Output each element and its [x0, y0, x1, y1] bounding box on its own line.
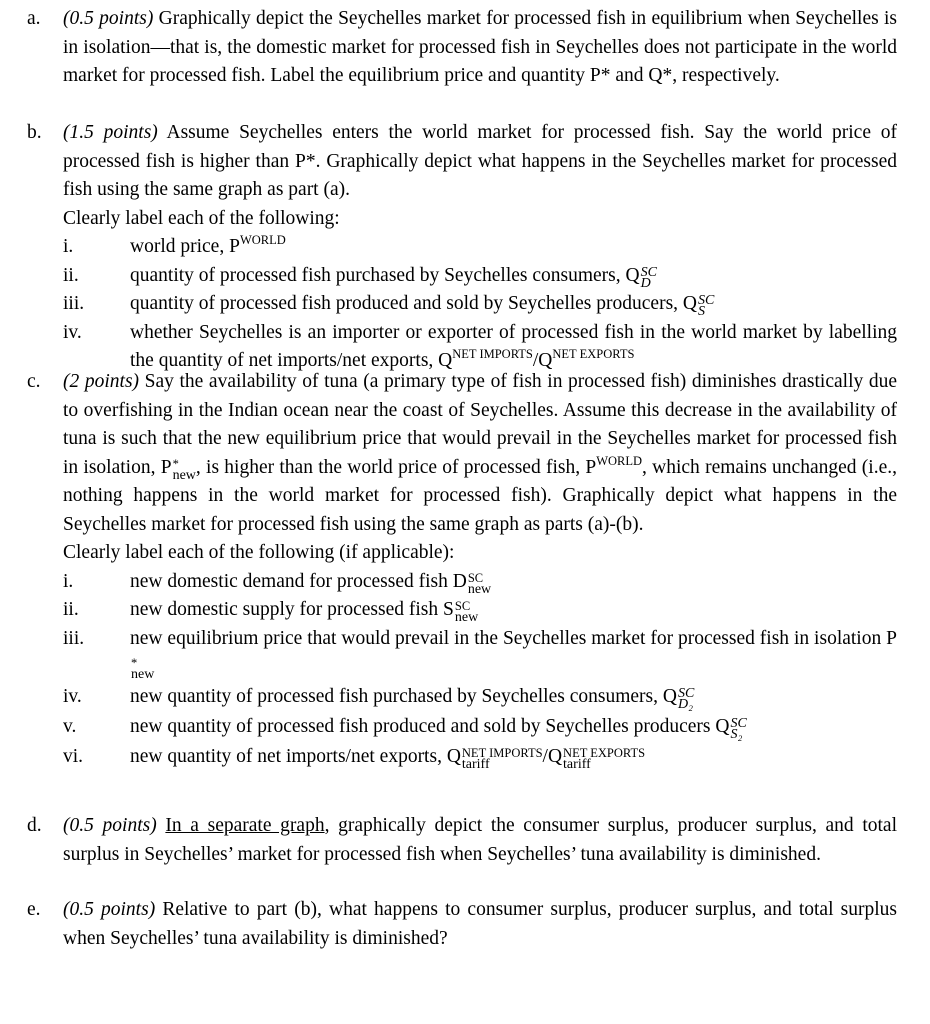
item-superscript: SC	[730, 715, 747, 731]
question-c-item-i	[63, 568, 897, 597]
item-text: new equilibrium price that would prevail in the Seychelles market for processed fish in isolation P	[130, 627, 897, 649]
item-text: whether Seychelles is an importer or exporter of processed fish in the world market by labelling the quantity of net imports/net exports, Q	[130, 321, 897, 371]
item-subscript: D	[640, 275, 651, 291]
item-number: ii.	[63, 264, 79, 286]
item-number: iii.	[63, 293, 85, 314]
item-subscript: tariff	[461, 756, 490, 772]
question-c-item-v	[63, 712, 897, 742]
question-c-item-iv	[63, 682, 897, 712]
item-sup-sub	[461, 745, 543, 772]
question-d-points: (0.5 points)	[63, 815, 157, 836]
question-b-text	[63, 119, 897, 205]
question-d-text	[63, 812, 897, 869]
item-sup-sub	[131, 658, 154, 680]
p-new-superscript: *	[172, 456, 179, 471]
item-superscript: SC	[677, 685, 695, 701]
item-superscript: WORLD	[239, 233, 286, 247]
item-subscript: new	[131, 667, 155, 682]
item-number: iii.	[63, 627, 85, 649]
question-b-letter: b.	[27, 122, 42, 143]
item-text: new quantity of processed fish purchased by Seychelles consumers, Q	[130, 685, 677, 707]
question-b-item-iv	[63, 319, 897, 376]
item-number: iv.	[63, 685, 82, 707]
item-separator: /Q	[532, 350, 553, 371]
item-sup-sub	[698, 295, 714, 317]
item-superscript: SC	[454, 599, 471, 613]
question-c-body-3: , which remains unchanged (i.e., nothing happens in the world market for processed fish). Graphically depict what happens in the Seychelles market for processed fish using the same graph as parts (a)-(b).	[63, 456, 897, 535]
question-a	[27, 5, 898, 91]
p-new-sup-sub	[172, 456, 196, 483]
item-sup-sub	[640, 264, 657, 291]
question-a-body: Graphically depict the Seychelles market for processed fish in equilibrium when Seychelles is in isolation—that is, the domestic market for processed fish in Seychelles does not participate in the world market for processed fish. Label the equilibrium price and quantity P* and Q*, respectively.	[63, 8, 898, 86]
question-d-body: , graphically depict the consumer surplus, producer surplus, and total surplus in Seychelles’ market for processed fish when Seychelles’ tuna availability is diminished.	[63, 815, 898, 865]
question-c-text	[63, 368, 897, 539]
item-subscript: D₂	[677, 696, 693, 712]
item-superscript: NET IMPORTS	[461, 745, 543, 760]
question-c-item-iii	[63, 625, 897, 682]
item-number: iv.	[63, 321, 82, 343]
item-text: quantity of processed fish produced and sold by Seychelles producers, Q	[130, 293, 697, 314]
question-b-item-iii	[63, 290, 897, 319]
question-c-letter: c.	[27, 371, 41, 392]
question-e	[27, 896, 897, 953]
item-subscript: S₂	[730, 726, 743, 742]
item-text: new quantity of processed fish produced and sold by Seychelles producers Q	[130, 715, 730, 737]
item-number: vi.	[63, 745, 84, 767]
question-b-points: (1.5 points)	[63, 122, 158, 143]
item-text: new quantity of net imports/net exports, Q	[130, 745, 461, 767]
item-superscript: SC	[467, 570, 484, 585]
question-b-instruction: Clearly label each of the following:	[63, 207, 340, 229]
question-e-letter: e.	[27, 899, 41, 920]
question-b-item-i	[63, 233, 897, 262]
item-separator: /Q	[542, 745, 563, 767]
item-superscript: SC	[640, 264, 657, 280]
item-superscript: NET IMPORTS	[452, 347, 533, 361]
item-superscript: *	[131, 656, 138, 670]
item-number: i.	[63, 236, 74, 257]
item-text: world price, P	[130, 236, 240, 257]
question-b	[27, 119, 897, 376]
question-c-body-1: Say the availability of tuna (a primary type of fish in processed fish) diminishes drastically due to overfishing in the Indian ocean near the coast of Seychelles. Assume this decrease in the availability of tuna is such that the new equilibrium price that would prevail in the Seychelles market for processed fish in isolation, P	[63, 371, 897, 478]
question-a-text	[63, 5, 897, 91]
p-new-subscript: new	[172, 467, 196, 483]
world-superscript: WORLD	[596, 453, 643, 468]
item-sup-sub	[467, 570, 492, 597]
question-e-points: (0.5 points)	[63, 899, 156, 920]
question-a-points: (0.5 points)	[63, 8, 154, 29]
question-b-body: Assume Seychelles enters the world market for processed fish. Say the world price of processed fish is higher than P*. Graphically depict what happens in the Seychelles market for processed fish using the same graph as part (a).	[63, 122, 897, 200]
item-sup-sub	[455, 601, 478, 623]
question-d-letter: d.	[27, 815, 42, 836]
item-sup-sub	[677, 685, 695, 712]
question-c-item-ii	[63, 596, 897, 625]
item-subscript-2: tariff	[563, 756, 591, 772]
question-c-instruction: Clearly label each of the following (if applicable):	[63, 542, 455, 563]
item-text: quantity of processed fish purchased by Seychelles consumers, Q	[130, 264, 640, 286]
item-number: v.	[63, 715, 77, 737]
item-superscript: SC	[698, 293, 715, 308]
item-superscript-2: NET EXPORTS	[552, 347, 635, 361]
item-number: i.	[63, 570, 74, 592]
item-sup-sub-2	[563, 745, 646, 772]
question-c-points: (2 points)	[63, 371, 140, 392]
question-d-underlined: In a separate graph	[165, 815, 325, 836]
item-number: ii.	[63, 599, 79, 620]
item-subscript: new	[467, 581, 492, 597]
item-text: new domestic supply for processed fish S	[130, 599, 454, 620]
item-sup-sub	[730, 715, 747, 742]
question-e-body: Relative to part (b), what happens to consumer surplus, producer surplus, and total surplus when Seychelles’ tuna availability is diminished?	[63, 899, 897, 949]
question-c-body-2: , is higher than the world price of processed fish, P	[195, 456, 597, 478]
item-subscript: S	[698, 304, 705, 319]
item-subscript: new	[454, 610, 479, 625]
item-text: new domestic demand for processed fish D	[130, 570, 467, 592]
question-e-text	[63, 896, 897, 953]
question-a-letter: a.	[27, 8, 41, 29]
question-b-item-ii	[63, 262, 897, 291]
item-superscript-2: NET EXPORTS	[563, 745, 646, 760]
question-c	[27, 368, 897, 772]
question-c-item-vi	[63, 742, 897, 772]
question-d	[27, 812, 898, 869]
